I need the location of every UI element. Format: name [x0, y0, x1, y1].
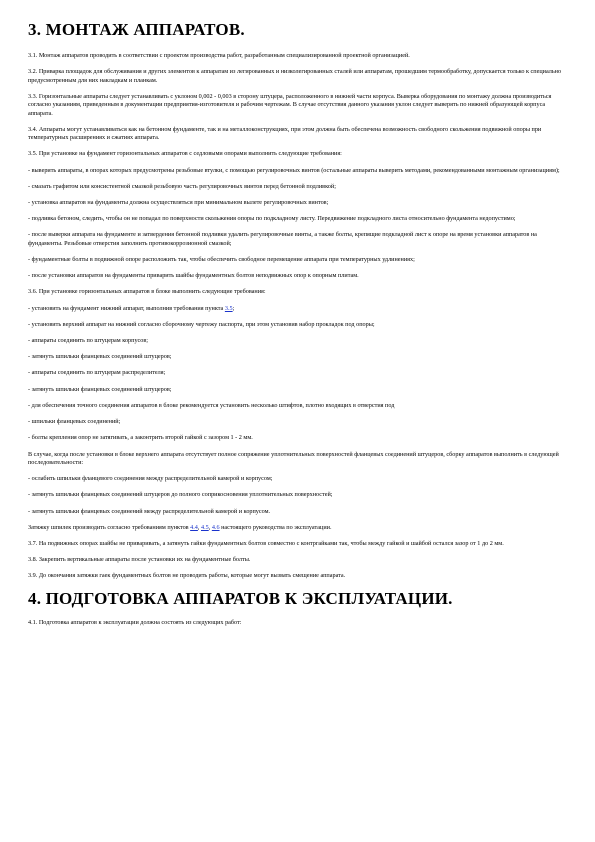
- paragraph-3-1: 3.1. Монтаж аппаратов проводить в соответствии с проектом производства работ, разработанным специализированной проектной организацией.: [28, 52, 410, 59]
- block-requirement-item: - для обеспечения точного соединения аппаратов в блоке рекомендуется установить несколько штифтов, плотно входящих в отверстия под: [28, 401, 395, 409]
- requirement-item: - выверить аппараты, в опорах которых предусмотрены резьбовые втулки, с помощью регулировочных винтов (остальные аппараты выверить методами, рекомендованными монтажным организациям);: [28, 166, 560, 174]
- sequence-item: - затянуть шпильки фланцевых соединений штуцеров до полного соприкосновения уплотнительных поверхностей;: [28, 491, 333, 499]
- requirement-item: - установка аппаратов на фундаменты должна осуществляться при минимальном вылете регулировочных винтов;: [28, 199, 329, 207]
- paragraph-3-5: 3.5. При установке на фундамент горизонтальных аппаратов с седловыми опорами выполнить следующие требования:: [28, 150, 342, 158]
- separator-text: ,: [208, 523, 212, 531]
- paragraph-3-9: 3.9. До окончания затяжки гаек фундаментных болтов не проводить работы, которые могут вызвать смещение аппарата.: [28, 572, 346, 580]
- item-text: - установить на фундамент нижний аппарат, выполнив требования пункта: [28, 304, 225, 312]
- item-text: настоящего руководства по эксплуатации.: [219, 523, 332, 531]
- block-requirement-item: - шпильки фланцевых соединений;: [28, 418, 121, 426]
- paragraph-3-4: 3.4. Аппараты могут устанавливаться как на бетонном фундаменте, так и на металлоконструкциях, при этом должна быть обеспечена возможность свободного скольжения подвижной опоры при температурных расширениях и сжатиях аппарата.: [28, 125, 542, 142]
- link-point-4-6[interactable]: 4.6: [211, 523, 220, 531]
- requirement-item: - смазать графитом или консистентной смазкой резьбовую часть регулировочных винтов перед бетонной подливкой;: [28, 182, 336, 190]
- block-requirement-item: - болты крепления опор не затягивать, а законтрить второй гайкой с зазором 1 - 2 мм.: [28, 434, 253, 442]
- sequence-item: - ослабить шпильки фланцевого соединения между распределительной камерой и корпусом;: [28, 475, 273, 483]
- paragraph-3-6: 3.6. При установке горизонтальных аппаратов в блоке выполнить следующие требования:: [28, 288, 266, 296]
- item-text: Затяжку шпилек производить согласно требованиям пунктов: [28, 523, 191, 531]
- item-text: ;: [232, 304, 235, 312]
- block-requirement-item: - аппараты соединить по штуцерам корпусов;: [28, 337, 149, 345]
- paragraph-3-8: 3.8. Закрепить вертикальные аппараты после установки их на фундаментные болты.: [28, 556, 251, 564]
- paragraph-4-1: 4.1. Подготовка аппаратов к эксплуатации должна состоять из следующих работ:: [28, 618, 242, 626]
- section-3-heading: 3. МОНТАЖ АППАРАТОВ.: [28, 20, 245, 39]
- section-4-heading: 4. ПОДГОТОВКА АППАРАТОВ К ЭКСПЛУАТАЦИИ.: [28, 588, 453, 608]
- requirement-item: - после выверки аппарата на фундаменте и затвердения бетонной подливки удалить регулировочные винты, а также болты, крепящие подкладной лист к опоре на время установки аппаратов на фундаменты. Резьбовые отверстия заполнить противокоррозионной смазкой;: [28, 231, 537, 247]
- paragraph-tightening: [28, 524, 571, 532]
- paragraph-3-3: 3.3. Горизонтальные аппараты следует устанавливать с уклоном 0,002 - 0,003 в сторону штуцера, расположенного в нижней части корпуса. Выверка оборудования по монтажу должна производиться согласно указаниям, приведенным в документации предприятия-изготовителя и рабочим чертежам. В случае отсутствия данного указания уклон следует выверять по нижней образующей корпуса аппарата.: [28, 92, 552, 117]
- block-requirement-item: - затянуть шпильки фланцевых соединений штуцеров;: [28, 385, 172, 393]
- paragraph-3-7: 3.7. На подвижных опорах шайбы не приваривать, а затянуть гайки фундаментных болтов совместно с контргайками так, чтобы между гайкой и шайбой остался зазор от 1 до 2 мм.: [28, 539, 504, 547]
- block-requirement-item: - установить верхний аппарат на нижний согласно сборочному чертежу паспорта, при этом установив набор прокладок под опоры;: [28, 320, 375, 328]
- requirement-item: - подливка бетоном, следить, чтобы он не попадал по поверхности скольжения опоры по подкладному листу. Передвижение подкладного листа относительно фундамента недопустимо;: [28, 215, 516, 223]
- requirement-item: - фундаментные болты в подвижной опоре расположить так, чтобы обеспечить свободное перемещение аппарата при температурных удлинениях;: [28, 256, 415, 264]
- block-requirement-item: [28, 305, 571, 313]
- link-point-4-4[interactable]: 4.4: [190, 523, 198, 531]
- block-requirement-item: - затянуть шпильки фланцевых соединений штуцеров;: [28, 353, 172, 361]
- link-point-4-5[interactable]: 4.5: [200, 523, 209, 531]
- requirement-item: - после установки аппаратов на фундаменты приварить шайбы фундаментных болтов неподвижных опор к опорным плитам.: [28, 272, 359, 280]
- sequence-item: - затянуть шпильки фланцевых соединений между распределительной камерой и корпусом.: [28, 507, 271, 515]
- link-point-3-5[interactable]: 3.5: [224, 304, 233, 312]
- paragraph-3-2: 3.2. Приварка площадок для обслуживания и других элементов к аппаратам из легированных и низколегированных сталей или аппаратам, прошедшим термообработку, допускается только к специально предусмотренным для них накладкам и планкам.: [28, 68, 562, 84]
- separator-text: ,: [197, 523, 201, 531]
- paragraph-case: В случае, когда после установки в блоке верхнего аппарата отсутствует полное сопряжение уплотнительных поверхностей фланцевых соединений штуцеров, сборку аппаратов выполнить в следующей последовательности:: [28, 450, 559, 466]
- block-requirement-item: - аппараты соединить по штуцерам распределителя;: [28, 369, 166, 377]
